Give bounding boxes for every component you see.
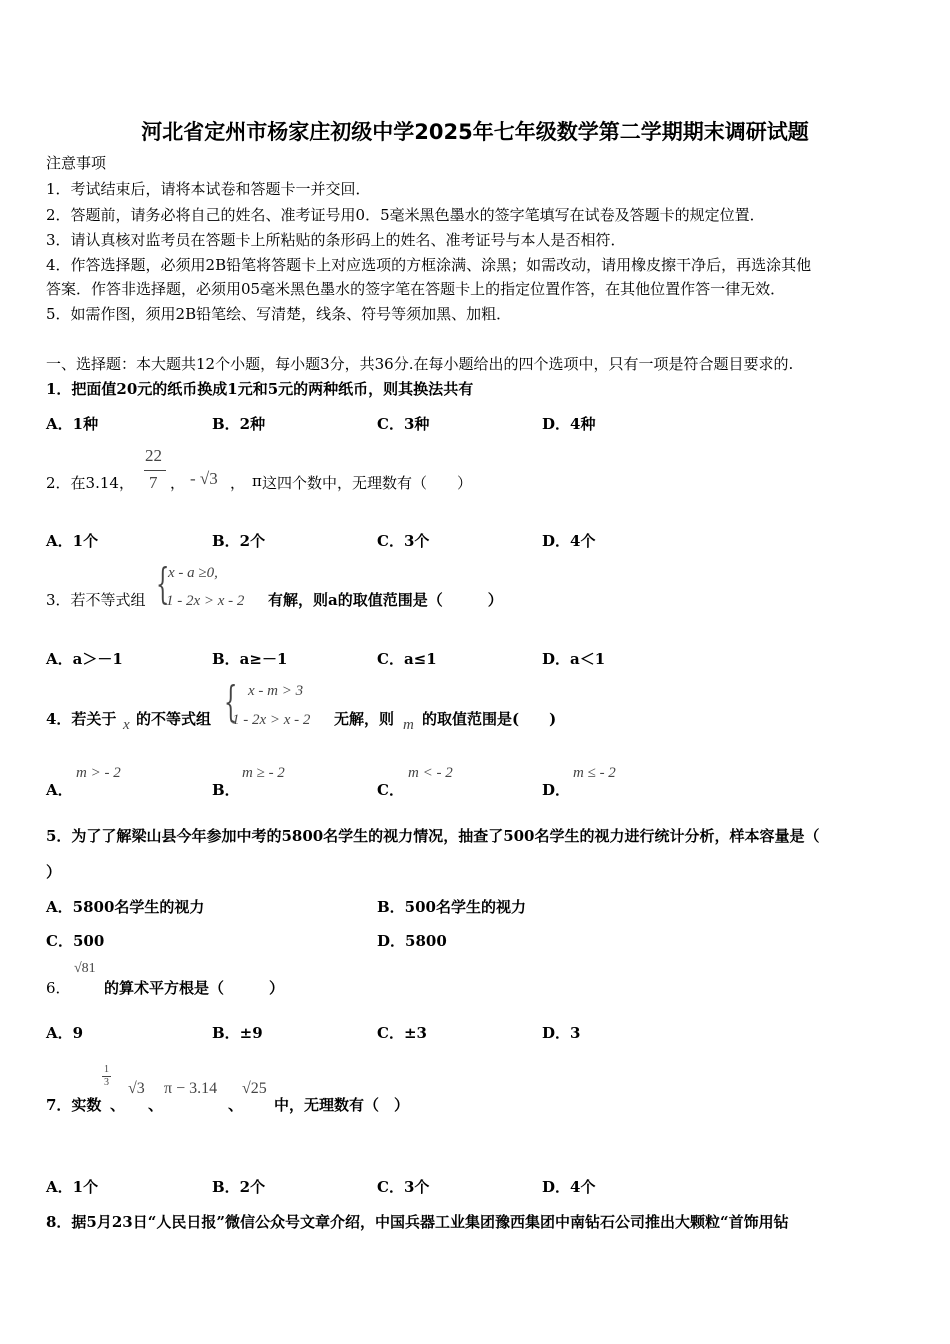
q5-option-b: B．500名学生的视力 (377, 898, 526, 916)
q6-option-a: A．9 (46, 1024, 84, 1042)
q2-pi: π (252, 472, 262, 490)
q2-suffix: 这四个数中，无理数有（ ） (262, 474, 473, 492)
q3-brace: { (156, 559, 170, 608)
q6-option-b: B．±9 (212, 1024, 263, 1042)
note-item: 答案．作答非选择题，必须用05毫米黑色墨水的签字笔在答题卡上的指定位置作答，在其他位置作答一律无效． (46, 280, 786, 298)
q2-frac-denominator: 7 (149, 473, 158, 492)
question-6-prefix: 6． (46, 979, 71, 997)
q4-var-m: m (403, 717, 414, 733)
q1-option-c: C．3种 (377, 415, 430, 433)
q7-sqrt3: √3 (128, 1080, 145, 1097)
q2-option-a: A．1个 (46, 532, 99, 550)
q4-option-a-math: m > - 2 (76, 765, 121, 781)
page-title: 河北省定州市杨家庄初级中学2025年七年级数学第二学期期末调研试题 (141, 120, 809, 144)
q4-inequality-2: 1 - 2x > x - 2 (232, 712, 311, 728)
question-7-prefix: 7．实数 (46, 1096, 102, 1114)
q7-separator: 、 (148, 1096, 164, 1114)
q4-option-c-math: m < - 2 (408, 765, 453, 781)
q6-sqrt81: √81 (74, 961, 96, 976)
q4-option-b-math: m ≥ - 2 (242, 765, 285, 781)
question-1-stem: 1．把面值20元的纸币换成1元和5元的两种纸币，则其换法共有 (46, 380, 474, 398)
q3-inequality-2: 1 - 2x > x - 2 (166, 593, 245, 609)
question-8-stem: 8．据5月23日“人民日报”微信公众号文章介绍，中国兵器工业集团豫西集团中南钻石公司推出大颗粒“首饰用钻 (46, 1213, 789, 1231)
q2-frac-numerator: 22 (145, 446, 162, 465)
q3-option-b: B．a≥－1 (212, 650, 288, 668)
q4-option-d-math: m ≤ - 2 (573, 765, 616, 781)
note-item: 4．作答选择题，必须用2B铅笔将答题卡上对应选项的方框涂满、涂黑；如需改动，请用橡皮擦干净后，再选涂其他 (46, 256, 812, 274)
q4-brace: { (224, 677, 238, 726)
q3-option-d: D．a＜1 (542, 650, 606, 668)
q6-option-c: C．±3 (377, 1024, 427, 1042)
q3-inequality-1: x - a ≥0, (168, 565, 218, 581)
section-heading: 一、选择题：本大题共12个小题，每小题3分，共36分.在每小题给出的四个选项中，只有一项是符合题目要求的. (46, 355, 794, 373)
q1-option-d: D．4种 (542, 415, 596, 433)
q5-option-c: C．500 (46, 932, 105, 950)
q4-option-c: C． (377, 781, 404, 799)
question-3-prefix: 3．若不等式组 (46, 591, 146, 609)
q2-neg-sqrt3: - √3 (190, 469, 218, 488)
q5-option-d: D．5800 (377, 932, 447, 950)
q5-option-a: A．5800名学生的视力 (46, 898, 205, 916)
q1-option-a: A．1种 (46, 415, 99, 433)
q6-suffix: 的算术平方根是（ ） (104, 979, 285, 997)
q6-option-d: D．3 (542, 1024, 581, 1042)
q2-separator: ， (170, 474, 186, 492)
note-item: 3．请认真核对监考员在答题卡上所粘贴的条形码上的姓名、准考证号与本人是否相符． (46, 231, 626, 249)
q3-option-c: C．a≤1 (377, 650, 437, 668)
q4-suffix: 的取值范围是( ) (422, 710, 557, 728)
q7-option-d: D．4个 (542, 1178, 596, 1196)
q2-option-d: D．4个 (542, 532, 596, 550)
question-5-stem: 5．为了了解梁山县今年参加中考的5800名学生的视力情况，抽查了500名学生的视力进行统计分析，样本容量是（ (46, 827, 820, 845)
q2-option-c: C．3个 (377, 532, 430, 550)
q4-inequality-1: x - m > 3 (248, 683, 304, 699)
note-item: 5．如需作图，须用2B铅笔绘、写清楚，线条、符号等须加黑、加粗． (46, 305, 512, 323)
q7-separator: 、 (228, 1096, 244, 1114)
q2-frac-line (144, 470, 166, 471)
note-item: 1．考试结束后，请将本试卷和答题卡一并交回． (46, 180, 371, 198)
q7-option-a: A．1个 (46, 1178, 99, 1196)
q7-frac-denominator: 3 (104, 1077, 109, 1088)
q2-separator: ， (230, 474, 246, 492)
q1-option-b: B．2种 (212, 415, 266, 433)
q7-separator: 、 (110, 1096, 126, 1114)
q7-option-c: C．3个 (377, 1178, 430, 1196)
q4-option-b: B． (212, 781, 240, 799)
q4-option-d: D． (542, 781, 571, 799)
q7-suffix: 中，无理数有（ ） (274, 1096, 410, 1114)
question-4-prefix: 4．若关于 (46, 710, 117, 728)
question-2-prefix: 2．在3.14， (46, 474, 134, 492)
q7-pi-expr: π − 3.14 (164, 1080, 218, 1097)
notes-heading: 注意事项 (46, 154, 107, 172)
q3-option-a: A．a＞－1 (46, 650, 123, 668)
q4-mid2: 无解，则 (334, 710, 395, 728)
q7-frac-numerator: 1 (104, 1064, 109, 1075)
q4-var-x: x (123, 717, 130, 733)
q7-sqrt25: √25 (242, 1080, 267, 1097)
question-5-stem-cont: ） (46, 863, 62, 881)
q2-option-b: B．2个 (212, 532, 266, 550)
q4-mid: 的不等式组 (136, 710, 212, 728)
q7-option-b: B．2个 (212, 1178, 266, 1196)
note-item: 2．答题前，请务必将自己的姓名、准考证号用0．5毫米黑色墨水的签字笔填写在试卷及答题卡的规定位置． (46, 206, 765, 224)
q3-suffix: 有解，则a的取值范围是（ ） (268, 591, 503, 609)
q4-option-a: A． (46, 781, 73, 799)
